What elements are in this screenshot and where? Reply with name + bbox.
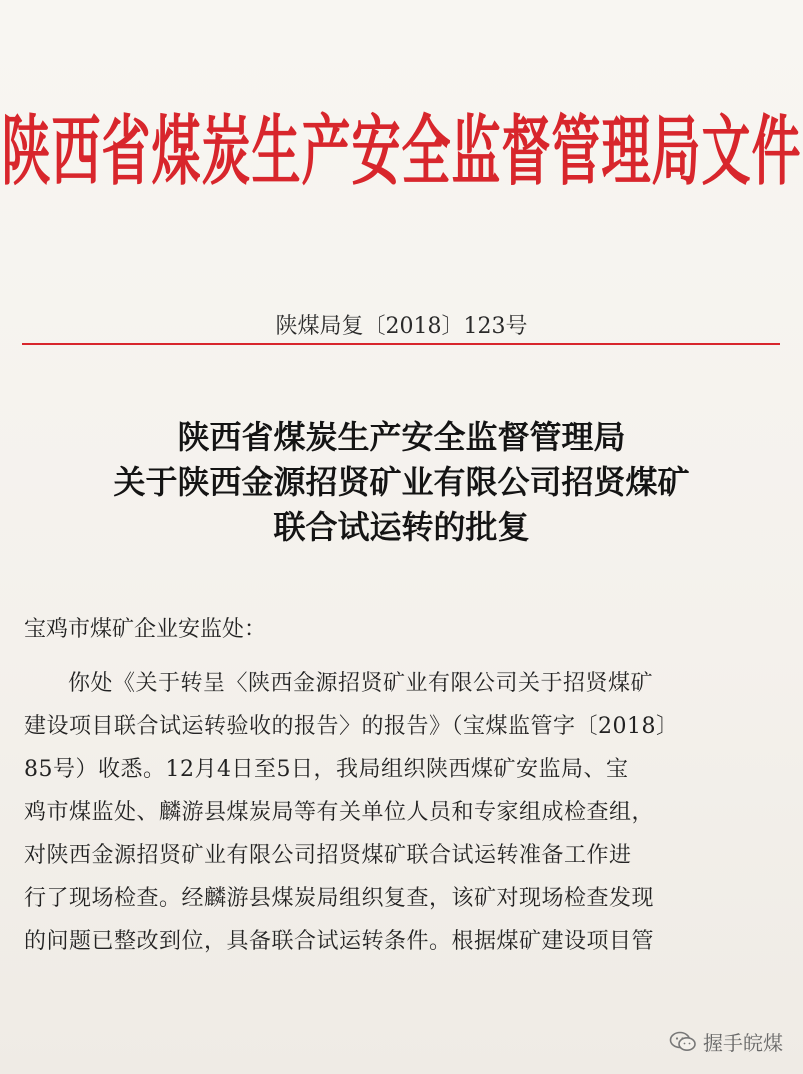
document-header-title: 陕西省煤炭生产安全监督管理局文件 [1, 105, 802, 196]
subject-line: 陕西省煤炭生产安全监督管理局 [177, 418, 626, 456]
addressee: 宝鸡市煤矿企业安监处： [24, 617, 267, 642]
subject-line: 联合试运转的批复 [273, 508, 530, 546]
body-line: 你处《关于转呈〈陕西金源招贤矿业有限公司关于招贤煤矿 [68, 671, 654, 696]
body-line: 鸡市煤监处、麟游县煤炭局等有关单位人员和专家组成检查组， [24, 800, 655, 825]
watermark-text: 握手皖煤 [703, 1031, 783, 1055]
body-line: 对陕西金源招贤矿业有限公司招贤煤矿联合试运转准备工作进 [24, 843, 632, 868]
watermark [669, 1027, 783, 1056]
wechat-icon [669, 1031, 697, 1053]
document-subject [0, 415, 803, 550]
body-line: 建设项目联合试运转验收的报告〉的报告》（宝煤监管字〔2018〕 [24, 714, 679, 739]
body-line: 的问题已整改到位，具备联合试运转条件。根据煤矿建设项目管 [24, 929, 655, 954]
document-number: 陕煤局复〔2018〕123号 [275, 314, 528, 339]
body-line: 85号）收悉。12月4日至5日，我局组织陕西煤矿安监局、宝 [24, 757, 629, 782]
document-body [24, 662, 784, 963]
subject-line: 关于陕西金源招贤矿业有限公司招贤煤矿 [113, 463, 690, 501]
body-line: 行了现场检查。经麟游县煤炭局组织复查，该矿对现场检查发现 [24, 886, 655, 911]
red-divider-line [22, 343, 780, 345]
